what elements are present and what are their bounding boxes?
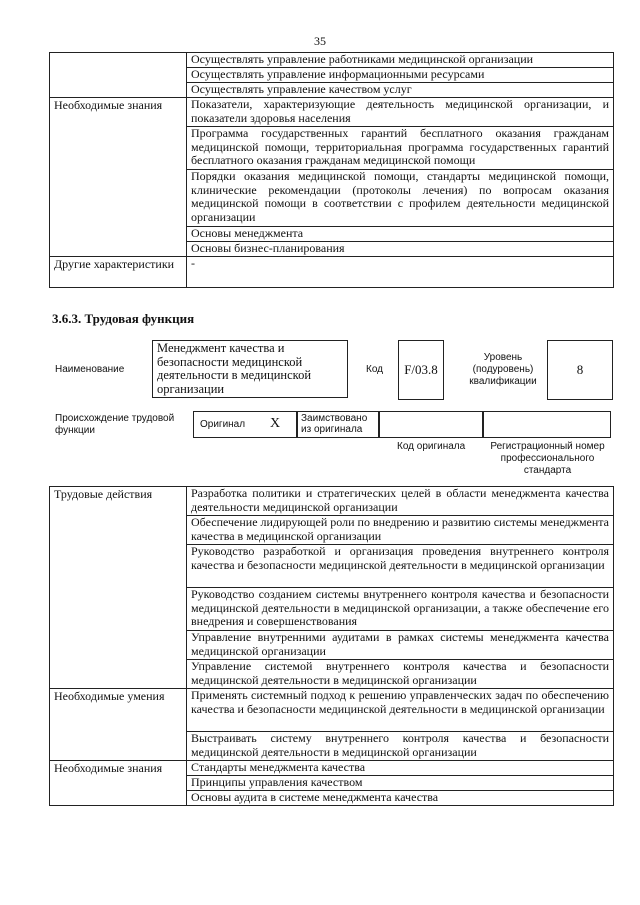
table-cell: Руководство разработкой и организация проведения внутреннего контроля качества и безопасности медицинской деятельности в медицинской организации [187, 545, 614, 588]
table-row [50, 53, 614, 68]
row-label: Трудовые действия [50, 487, 187, 689]
table-cell: Осуществлять управление качеством услуг [187, 83, 614, 98]
origin-label: Происхождение трудовой функции [55, 413, 175, 436]
section-heading: 3.6.3. Трудовая функция [52, 311, 195, 326]
row-label: Необходимые умения [50, 689, 187, 761]
original-mark: X [270, 416, 281, 431]
table-cell: Управление внутренними аудитами в рамках системы менеджмента качества медицинской организации [187, 631, 614, 660]
table-cell: Применять системный подход к решению управленческих задач по обеспечению качества и безопасности медицинской деятельности в медицинской организации [187, 689, 614, 732]
code-original-cell [378, 411, 484, 438]
row-label: Необходимые знания [50, 761, 187, 806]
table-cell: Осуществлять управление информационными ресурсами [187, 68, 614, 83]
name-label: Наименование [55, 364, 125, 375]
table-cell: Основы менеджмента [187, 227, 614, 242]
row-label: Необходимые знания [50, 98, 187, 257]
labor-function-table [49, 486, 614, 806]
table-cell: Разработка политики и стратегических целей в области менеджмента качества деятельности медицинской организации [187, 487, 614, 516]
table-cell: Принципы управления качеством [187, 776, 614, 791]
table-cell: Обеспечение лидирующей роли по внедрению и развитию системы менеджмента качества в медицинской организации [187, 516, 614, 545]
origin-row [193, 411, 611, 438]
table-row [50, 98, 614, 127]
code-original-caption: Код оригинала [397, 441, 466, 452]
table-cell: Основы аудита в системе менеджмента качества [187, 791, 614, 806]
table-cell: Стандарты менеджмента качества [187, 761, 614, 776]
table-cell: - [187, 257, 614, 288]
page-number: 35 [314, 34, 326, 48]
code-label: Код [366, 364, 384, 375]
table-row [50, 257, 614, 288]
level-label: Уровень (подуровень) квалификации [469, 352, 537, 387]
table-row [50, 761, 614, 776]
original-label: Оригинал [200, 419, 246, 430]
row-label [50, 53, 187, 98]
top-requirements-table [49, 52, 614, 288]
row-label: Другие характеристики [50, 257, 187, 288]
table-cell: Порядки оказания медицинской помощи, стандарты медицинской помощи, клинические рекомендации (протоколы лечения) по вопросам оказания медицинской помощи в соответствии с профилем деятельности медицинской организации [187, 170, 614, 227]
table-cell: Осуществлять управление работниками медицинской организации [187, 53, 614, 68]
table-row [50, 689, 614, 732]
table-cell: Основы бизнес-планирования [187, 242, 614, 257]
table-cell: Руководство созданием системы внутреннего контроля качества и безопасности медицинской деятельности в медицинской организации, а также обеспечение его внедрения и совершенствования [187, 588, 614, 631]
table-cell: Показатели, характеризующие деятельность медицинской организации, и показатели здоровья населения [187, 98, 614, 127]
table-cell: Программа государственных гарантий бесплатного оказания гражданам медицинской помощи, территориальная программа государственных гарантий бесплатного оказания гражданам медицинской помощи [187, 127, 614, 170]
function-name-box: Менеджмент качества и безопасности медицинской деятельности в медицинской организации [152, 340, 348, 398]
reg-number-cell [482, 411, 611, 438]
borrowed-cell [296, 411, 380, 438]
table-cell: Управление системой внутреннего контроля качества и безопасности медицинской деятельности в медицинской организации [187, 660, 614, 689]
table-cell: Выстраивать систему внутреннего контроля качества и безопасности медицинской деятельности в медицинской организации [187, 732, 614, 761]
borrowed-label: Заимствовано из оригинала [301, 413, 368, 435]
original-cell [193, 411, 298, 438]
function-code-box: F/03.8 [398, 340, 444, 400]
table-row [50, 487, 614, 516]
reg-number-caption: Регистрационный номер профессионального стандарта [490, 441, 605, 476]
qualification-level-box: 8 [547, 340, 613, 400]
